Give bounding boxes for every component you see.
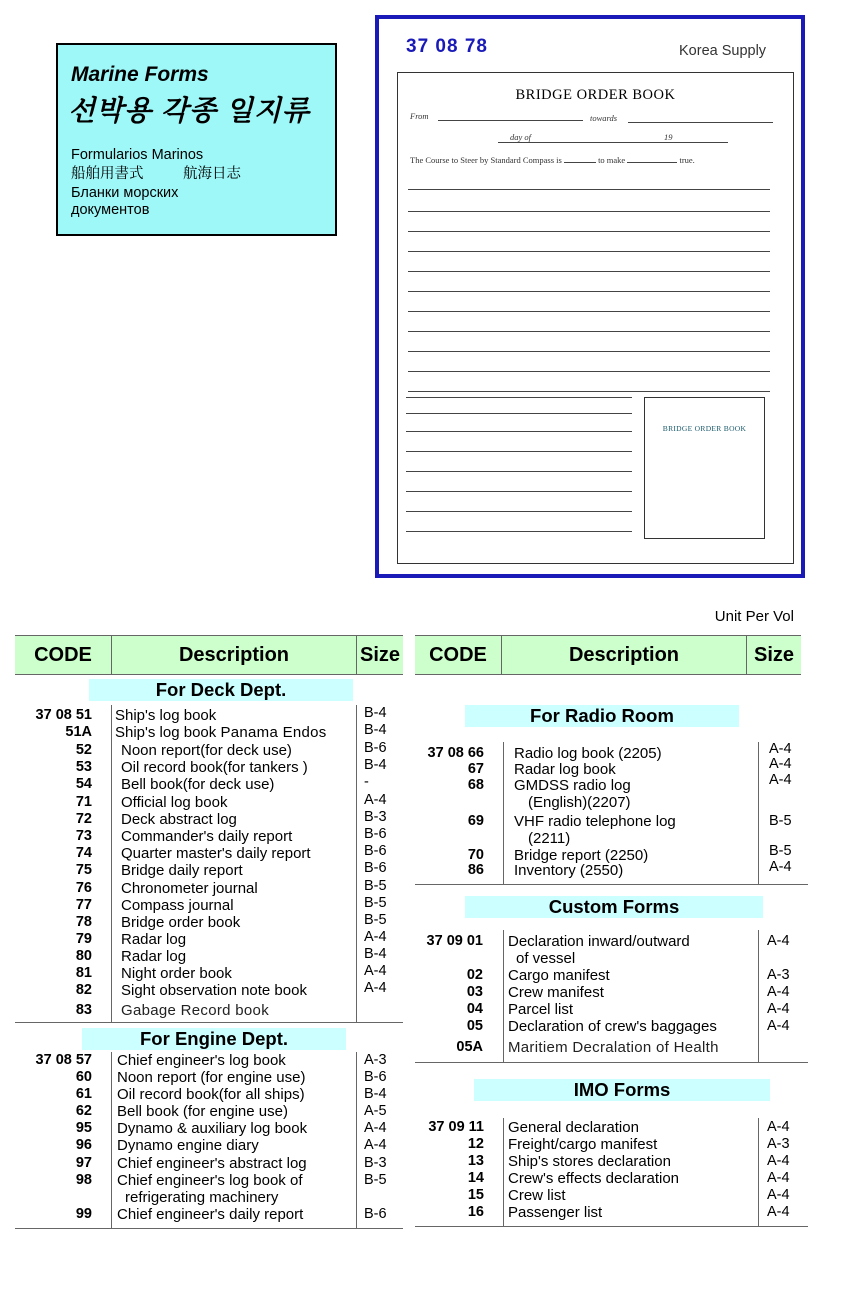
unit-label: Unit Per Vol — [714, 608, 794, 625]
row-code: 67 — [467, 761, 484, 777]
row-description-text: Chief engineer's abstract log — [117, 1155, 307, 1172]
row-description-text: Maritiem Decralation of Health — [508, 1039, 719, 1056]
row-description-text: Bell book(for deck use) — [121, 776, 275, 793]
row-description-text: Quarter master's daily report — [121, 845, 311, 862]
row-description — [121, 965, 232, 982]
row-description — [121, 1002, 269, 1019]
form-ruled-line — [408, 291, 770, 292]
row-description-text: Chief engineer's log book — [117, 1052, 286, 1069]
row-size: A-4 — [767, 1170, 790, 1186]
column-divider — [356, 705, 357, 1022]
column-divider — [111, 705, 112, 1022]
row-code: 61 — [75, 1086, 92, 1102]
row-description-text: Commander's daily report — [121, 828, 293, 845]
form-line — [628, 122, 773, 123]
column-divider — [356, 1052, 357, 1228]
row-description — [514, 862, 623, 879]
row-description-text: GMDSS radio log — [514, 777, 631, 794]
row-size: B-5 — [769, 813, 792, 829]
row-size: B-3 — [364, 1155, 387, 1171]
row-size: A-5 — [364, 1103, 387, 1119]
row-code: 72 — [75, 811, 92, 827]
row-description — [121, 914, 240, 931]
row-size: A-4 — [767, 1187, 790, 1203]
row-description-text: Ship's log book — [115, 724, 217, 741]
form-line — [438, 120, 583, 121]
row-code: 05 — [466, 1018, 483, 1034]
left-table-header — [15, 635, 403, 675]
row-description-extra: Panama Endos — [220, 724, 327, 741]
row-description — [508, 1001, 573, 1018]
row-size: B-4 — [364, 1086, 387, 1102]
row-code: 95 — [75, 1120, 92, 1136]
row-size: B-6 — [364, 1206, 387, 1222]
row-description-text: Radar log — [121, 948, 187, 965]
row-description — [117, 1172, 303, 1189]
row-description-text: Crew list — [508, 1187, 566, 1204]
title-english: Marine Forms — [71, 63, 209, 86]
row-description-text: Radar log — [121, 931, 187, 948]
form-ruled-line — [408, 351, 770, 352]
row-code: 83 — [75, 1002, 92, 1018]
title-russian-1: Бланки морских — [71, 185, 179, 201]
row-description — [121, 880, 258, 897]
row-code: 76 — [75, 880, 92, 896]
row-code: 60 — [75, 1069, 92, 1085]
form-ruled-line — [408, 391, 770, 392]
row-description — [508, 1136, 657, 1153]
row-size: B-6 — [364, 1069, 387, 1085]
section-engine-dept: For Engine Dept. — [82, 1028, 346, 1050]
row-description-continued: of vessel — [516, 950, 576, 967]
row-code: 03 — [466, 984, 483, 1000]
column-divider — [503, 1118, 504, 1226]
row-code: 37 08 51 — [35, 707, 92, 723]
form-ruled-line — [406, 511, 632, 512]
form-ruled-line — [408, 231, 770, 232]
row-description — [117, 1137, 259, 1154]
section-deck-dept: For Deck Dept. — [89, 679, 353, 701]
row-code: 13 — [467, 1153, 484, 1169]
row-description-text: Parcel list — [508, 1001, 574, 1018]
row-description — [508, 1039, 719, 1056]
row-description — [121, 931, 186, 948]
title-spanish: Formularios Marinos — [71, 147, 204, 163]
row-description-continued: refrigerating machinery — [125, 1189, 279, 1206]
row-size: B-4 — [364, 705, 387, 721]
form-day-label: day of — [510, 132, 532, 142]
row-description — [514, 813, 676, 830]
row-size: B-6 — [364, 843, 387, 859]
row-description — [115, 724, 327, 741]
row-size: A-3 — [364, 1052, 387, 1068]
row-code: 74 — [75, 845, 92, 861]
row-description-text: General declaration — [508, 1119, 639, 1136]
row-size: A-4 — [767, 1001, 790, 1017]
row-code: 16 — [467, 1204, 484, 1220]
row-description — [121, 845, 311, 862]
row-code: 70 — [467, 847, 484, 863]
form-ruled-line — [408, 311, 770, 312]
row-description — [121, 742, 292, 759]
row-description-continued: (English)(2207) — [528, 794, 631, 811]
section-divider — [415, 884, 808, 885]
row-code: 04 — [466, 1001, 483, 1017]
form-ruled-line — [406, 431, 632, 432]
title-japanese-1: 船舶用書式 — [71, 166, 144, 182]
row-code: 37 09 01 — [426, 933, 483, 949]
form-course-prefix: The Course to Steer by Standard Compass is — [410, 155, 562, 165]
header-code: CODE — [34, 643, 92, 666]
form-ruled-line — [406, 471, 632, 472]
row-size: A-4 — [769, 772, 792, 788]
form-blank — [627, 162, 677, 163]
row-size: B-5 — [364, 1172, 387, 1188]
row-description-continued: (2211) — [528, 830, 571, 847]
row-code: 37 09 11 — [428, 1119, 484, 1135]
row-size: B-5 — [364, 895, 387, 911]
row-code: 52 — [75, 742, 92, 758]
row-description — [508, 984, 604, 1001]
row-size: A-4 — [364, 1120, 387, 1136]
row-description-text: Sight observation note book — [121, 982, 307, 999]
row-code: 98 — [75, 1172, 92, 1188]
form-ruled-line — [406, 451, 632, 452]
header-description: Description — [501, 636, 746, 674]
row-description — [121, 759, 308, 776]
section-radio-room: For Radio Room — [465, 705, 739, 727]
form-ruled-line — [408, 189, 770, 190]
row-description — [121, 982, 307, 999]
row-size: A-4 — [769, 741, 792, 757]
section-divider — [415, 1062, 808, 1063]
row-code: 37 08 57 — [35, 1052, 92, 1068]
form-blank — [564, 162, 596, 163]
table-bottom-line — [15, 1228, 403, 1229]
header-size: Size — [356, 636, 403, 674]
row-size: B-4 — [364, 946, 387, 962]
row-size: A-4 — [364, 929, 387, 945]
row-description-text: Radar log book — [514, 761, 616, 778]
row-description — [117, 1155, 307, 1172]
row-code: 05A — [456, 1039, 483, 1055]
row-size: A-4 — [364, 1137, 387, 1153]
row-size: A-4 — [767, 1153, 790, 1169]
row-description-text: Noon report(for deck use) — [121, 742, 292, 759]
row-size: B-6 — [364, 860, 387, 876]
row-size: B-5 — [364, 878, 387, 894]
row-code: 79 — [75, 931, 92, 947]
row-size: B-6 — [364, 826, 387, 842]
row-size: B-4 — [364, 757, 387, 773]
row-code: 68 — [467, 777, 484, 793]
row-code: 69 — [467, 813, 484, 829]
row-description-text: Ship's stores declaration — [508, 1153, 671, 1170]
row-description — [508, 1153, 671, 1170]
form-ruled-line — [406, 491, 632, 492]
row-description-text: Chief engineer's daily report — [117, 1206, 304, 1223]
row-code: 73 — [75, 828, 92, 844]
row-description-text: Passenger list — [508, 1204, 603, 1221]
column-divider — [758, 930, 759, 1062]
row-description — [117, 1103, 288, 1120]
form-towards-label: towards — [590, 113, 618, 123]
row-size: A-4 — [767, 1119, 790, 1135]
row-description-text: VHF radio telephone log — [514, 813, 676, 830]
row-description — [514, 745, 662, 762]
row-description — [121, 811, 237, 828]
title-japanese-2: 航海日志 — [183, 166, 241, 182]
row-description — [514, 761, 616, 778]
row-size: A-4 — [769, 756, 792, 772]
row-code: 99 — [75, 1206, 92, 1222]
row-description — [508, 1018, 717, 1035]
row-description — [121, 794, 227, 811]
row-code: 86 — [467, 862, 484, 878]
row-description — [508, 1119, 639, 1136]
row-description-text: Radio log book (2205) — [514, 745, 662, 762]
row-code: 71 — [75, 794, 92, 810]
row-size: A-4 — [769, 859, 792, 875]
row-description-text: Chronometer journal — [121, 880, 258, 897]
row-description — [121, 828, 292, 845]
row-description-text: Night order book — [121, 965, 232, 982]
row-size: A-4 — [767, 984, 790, 1000]
row-size: A-3 — [767, 1136, 790, 1152]
section-divider — [15, 1022, 403, 1023]
row-code: 81 — [75, 965, 92, 981]
row-description-text: Declaration inward/outward — [508, 933, 690, 950]
form-from-label: From — [410, 111, 429, 121]
title-korean: 선박용 각종 일지류 — [68, 95, 310, 126]
row-description — [115, 707, 216, 724]
right-table-header — [415, 635, 801, 675]
row-code: 14 — [467, 1170, 484, 1186]
row-size: B-5 — [364, 912, 387, 928]
row-size: A-4 — [767, 933, 790, 949]
form-ruled-line — [408, 251, 770, 252]
row-size: B-6 — [364, 740, 387, 756]
row-description — [508, 967, 610, 984]
form-ruled-line — [406, 397, 632, 398]
row-description-text: Declaration of crew's baggages — [508, 1018, 717, 1035]
form-ruled-line — [408, 271, 770, 272]
row-description — [117, 1069, 305, 1086]
form-ruled-line — [406, 413, 632, 414]
form-course-line — [410, 155, 695, 165]
table-bottom-line — [415, 1226, 808, 1227]
row-code: 82 — [75, 982, 92, 998]
row-description — [121, 948, 186, 965]
form-ruled-line — [408, 331, 770, 332]
row-description — [121, 862, 243, 879]
row-description — [117, 1086, 305, 1103]
column-divider — [503, 930, 504, 1062]
product-code: 37 08 78 — [406, 36, 488, 57]
row-description-text: Chief engineer's log book of — [117, 1172, 303, 1189]
row-description — [117, 1206, 303, 1223]
form-course-suffix: true. — [679, 155, 695, 165]
row-description-text: Inventory (2550) — [514, 862, 624, 879]
row-description-text: Crew's effects declaration — [508, 1170, 679, 1187]
row-description — [117, 1120, 307, 1137]
row-description-text: Crew manifest — [508, 984, 604, 1001]
form-ruled-line — [406, 531, 632, 532]
row-description — [121, 897, 234, 914]
row-size: B-5 — [769, 843, 792, 859]
column-divider — [111, 1052, 112, 1228]
form-line — [498, 142, 728, 143]
column-divider — [758, 1118, 759, 1226]
row-code: 54 — [75, 776, 92, 792]
row-code: 12 — [467, 1136, 484, 1152]
header-size: Size — [746, 636, 801, 674]
row-size: A-4 — [364, 963, 387, 979]
row-description-text: Freight/cargo manifest — [508, 1136, 658, 1153]
row-description — [508, 1204, 602, 1221]
row-description-text: Bridge report (2250) — [514, 847, 649, 864]
row-size: B-4 — [364, 722, 387, 738]
row-description-text: Official log book — [121, 794, 228, 811]
mini-book-label: BRIDGE ORDER BOOK — [662, 424, 747, 433]
row-description-text: Oil record book(for all ships) — [117, 1086, 305, 1103]
row-description-text: Oil record book(for tankers ) — [121, 759, 308, 776]
row-description — [508, 1170, 679, 1187]
title-russian-2: документов — [71, 202, 150, 218]
form-course-mid: to make — [598, 155, 626, 165]
row-size: A-4 — [364, 980, 387, 996]
row-description — [121, 776, 274, 793]
section-imo-forms: IMO Forms — [474, 1079, 770, 1101]
row-description-text: Bridge order book — [121, 914, 241, 931]
row-code: 15 — [467, 1187, 484, 1203]
row-description-text: Dynamo & auxiliary log book — [117, 1120, 308, 1137]
form-ruled-line — [408, 211, 770, 212]
row-size: A-4 — [767, 1018, 790, 1034]
row-description-text: Noon report (for engine use) — [117, 1069, 306, 1086]
row-code: 80 — [75, 948, 92, 964]
row-description — [508, 1187, 566, 1204]
column-divider — [758, 742, 759, 884]
row-code: 77 — [75, 897, 92, 913]
row-description — [117, 1052, 286, 1069]
row-code: 62 — [75, 1103, 92, 1119]
row-code: 53 — [75, 759, 92, 775]
row-size: A-3 — [767, 967, 790, 983]
row-description-text: Cargo manifest — [508, 967, 610, 984]
form-year-label: 19 — [664, 132, 673, 142]
row-description-text: Ship's log book — [115, 707, 217, 724]
row-description-text: Deck abstract log — [121, 811, 237, 828]
row-description-text: Gabage Record book — [121, 1002, 269, 1019]
row-description-text: Bridge daily report — [121, 862, 243, 879]
row-code: 02 — [466, 967, 483, 983]
row-description — [508, 933, 690, 950]
row-code: 51A — [65, 724, 92, 740]
section-custom-forms: Custom Forms — [465, 896, 763, 918]
row-description-text: Bell book (for engine use) — [117, 1103, 288, 1120]
row-description-text: Compass journal — [121, 897, 234, 914]
row-size: A-4 — [767, 1204, 790, 1220]
row-code: 96 — [75, 1137, 92, 1153]
header-code: CODE — [429, 643, 487, 666]
row-code: 78 — [75, 914, 92, 930]
form-sheet — [397, 72, 794, 564]
title-box — [56, 43, 337, 236]
row-description — [514, 777, 631, 794]
product-image — [375, 15, 805, 578]
form-sheet-title: BRIDGE ORDER BOOK — [515, 87, 676, 103]
row-size: - — [364, 774, 369, 790]
product-supplier: Korea Supply — [679, 43, 767, 59]
row-size: A-4 — [364, 792, 387, 808]
form-ruled-line — [408, 371, 770, 372]
mini-book-cover — [644, 397, 765, 539]
column-divider — [503, 742, 504, 884]
row-code: 75 — [75, 862, 92, 878]
row-code: 97 — [75, 1155, 92, 1171]
header-description: Description — [111, 636, 356, 674]
row-code: 37 08 66 — [427, 745, 484, 761]
row-size: B-3 — [364, 809, 387, 825]
row-description-text: Dynamo engine diary — [117, 1137, 259, 1154]
